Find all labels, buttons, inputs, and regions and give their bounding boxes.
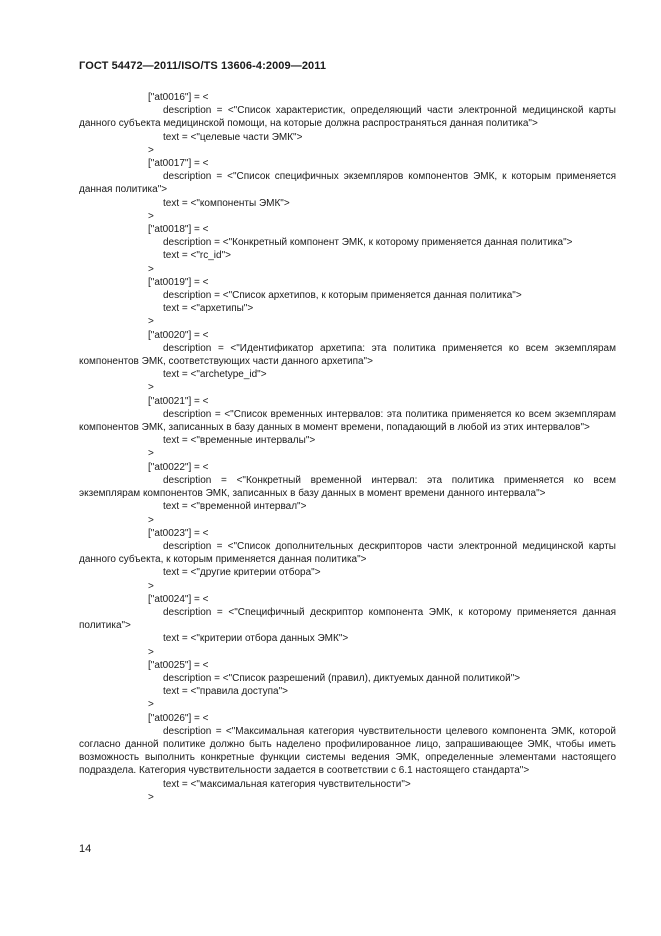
- term-key: ["at0016"] = <: [148, 92, 209, 103]
- term-text: text = <"максимальная категория чувствительности">: [163, 778, 411, 790]
- term-key: ["at0020"] = <: [148, 329, 209, 341]
- term-close: >: [148, 580, 154, 592]
- term-text: text = <"правила доступа">: [163, 686, 288, 698]
- term-description: description = <"Максимальная категория чувствительности целевого компонента ЭМК, которой согласно данной политике должно быть наделено профилированное лицо, запрашивающее ЭМК, чтобы иметь возможность выполнить конкретные функции системы ведения ЭМК, определенные элементами настоящего подраздела. Категория чувствительности задается в соответствии с 6.1 настоящего стандарта">: [79, 725, 616, 777]
- term-key: ["at0024"] = <: [148, 593, 209, 605]
- term-close: >: [148, 316, 154, 328]
- term-description: description = <"Конкретный временной интервал: эта политика применяется ко всем экземплярам компонентов ЭМК, записанных в базу данных в момент времени данного интервала">: [79, 474, 616, 500]
- term-text: text = <"archetype_id">: [163, 369, 267, 381]
- term-text: text = <"целевые части ЭМК">: [163, 131, 303, 143]
- term-close: >: [148, 699, 154, 711]
- term-text: text = <"архетипы">: [163, 303, 254, 315]
- term-text: text = <"компоненты ЭМК">: [163, 197, 290, 209]
- term-description: description = <"Список архетипов, к которым применяется данная политика">: [163, 290, 522, 302]
- page-number: 14: [79, 843, 92, 855]
- term-key: ["at0017"] = <: [148, 158, 209, 170]
- term-key: ["at0022"] = <: [148, 461, 209, 473]
- term-close: >: [148, 382, 154, 394]
- term-key: ["at0026"] = <: [148, 712, 209, 724]
- term-close: >: [148, 514, 154, 526]
- term-key: ["at0023"] = <: [148, 527, 209, 539]
- term-description: description = <"Список дополнительных дескрипторов части электронной медицинской карты данного субъекта, к которым применяется данная политика">: [79, 540, 616, 566]
- term-text: text = <"другие критерии отбора">: [163, 567, 321, 579]
- term-text: text = <"временные интервалы">: [163, 435, 316, 447]
- term-key: ["at0019"] = <: [148, 276, 209, 288]
- term-description: description = <"Идентификатор архетипа: эта политика применяется ко всем экземплярам компонентов ЭМК, соответствующих части данного архетипа">: [79, 342, 616, 368]
- term-description: description = <"Список временных интервалов: эта политика применяется ко всем экземплярам компонентов ЭМК, записанных в базу данных в момент времени, попадающий в любой из этих интервалов">: [79, 408, 616, 434]
- term-close: >: [148, 791, 154, 803]
- term-description: description = <"Список специфичных экземпляров компонентов ЭМК, к которым применяется данная политика">: [79, 171, 616, 196]
- term-close: >: [148, 646, 154, 658]
- term-text: text = <"rc_id">: [163, 250, 231, 262]
- term-close: >: [148, 144, 154, 156]
- term-close: >: [148, 263, 154, 275]
- term-close: >: [148, 448, 154, 460]
- term-text: text = <"критерии отбора данных ЭМК">: [163, 633, 349, 645]
- term-description: description = <"Специфичный дескриптор компонента ЭМК, к которому применяется данная политика">: [79, 606, 616, 632]
- term-description: description = <"Список разрешений (правил), диктуемых данной политикой">: [163, 672, 521, 684]
- term-key: ["at0025"] = <: [148, 659, 209, 671]
- term-text: text = <"временной интервал">: [163, 501, 307, 513]
- term-description: description = <"Список характеристик, определяющий части электронной медицинской карты данного субъекта медицинской помощи, на которые должна распространяться данная политика">: [79, 105, 616, 130]
- term-close: >: [148, 210, 154, 222]
- term-key: ["at0021"] = <: [148, 395, 209, 407]
- term-description: description = <"Конкретный компонент ЭМК, к которому применяется данная политика">: [163, 237, 573, 249]
- document-header: ГОСТ 54472—2011/ISO/TS 13606-4:2009—2011: [79, 60, 327, 72]
- term-key: ["at0018"] = <: [148, 224, 209, 236]
- archetype-term-definitions: [79, 91, 616, 804]
